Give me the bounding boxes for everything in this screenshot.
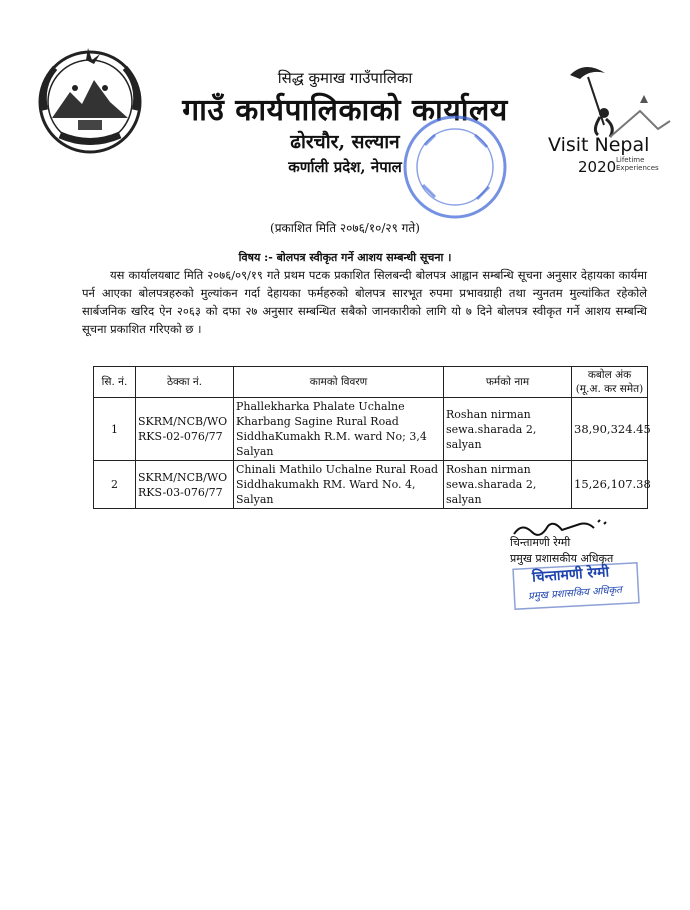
cell-firm: Roshan nirman sewa.sharada 2, salyan — [444, 398, 572, 461]
office-name: गाउँ कार्यपालिकाको कार्यालय — [182, 93, 508, 128]
published-date: (प्रकाशित मिति २०७६/१०/२९ गते) — [270, 221, 420, 235]
signatory-title: प्रमुख प्रशासकीय अधिकृत — [510, 552, 614, 565]
office-seal-stamp-icon — [395, 105, 515, 230]
signatory-name: चिन्तामणी रेग्मी — [510, 536, 571, 549]
header-work: कामको विवरण — [234, 367, 444, 398]
notice-body: यस कार्यालयबाट मिति २०७६/०९/१९ गते प्रथम पटक प्रकाशित सिलबन्दी बोलपत्र आह्वान सम्बन्धि सूचना अनुसार देहायका कार्यमा पर्न आएका बोलपत्रहरुको मुल्यांकन गर्दा देहायका फर्महरुको बोलपत्र सारभूत रुपमा प्रभावग्राही तथा न्युनतम मुल्यांकित रहेकोले सार्बजनिक खरिद ऐन २०६३ को दफा २७ अनुसार सम्बन्धित सबैको जानकारीको लागि यो ७ दिने बोलपत्र स्वीकृत गर्ने आशय सम्बन्धि सूचना प्रकाशित गरिएको छ । — [82, 268, 647, 336]
province-name: कर्णाली प्रदेश, नेपाल — [288, 158, 402, 176]
tender-table — [93, 366, 651, 509]
header-firm: फर्मको नाम — [444, 367, 572, 398]
visit-nepal-tagline: Lifetime Experiences — [616, 156, 659, 172]
table-row — [94, 398, 648, 461]
cell-sn: 1 — [94, 398, 136, 461]
header-sn: सि. नं. — [94, 367, 136, 398]
cell-work: Phallekharka Phalate Uchalne Kharbang Sagine Rural Road SiddhaKumakh R.M. ward No; 3,4 Salyan — [234, 398, 444, 461]
header-amount: कबोल अंक (मू.अ. कर समेत) — [572, 367, 648, 398]
cell-contract: SKRM/NCB/WORKS-02-076/77 — [136, 398, 234, 461]
cell-sn: 2 — [94, 461, 136, 509]
table-header-row — [94, 367, 648, 398]
office-address: ढोरचौर, सल्यान — [290, 131, 400, 153]
cell-work: Chinali Mathilo Uchalne Rural Road Siddhakumakh RM. Ward No. 4, Salyan — [234, 461, 444, 509]
stamp-name: चिन्तामणी रेग्मी — [531, 564, 610, 586]
visit-nepal-year: 2020 — [578, 158, 617, 176]
cell-amount: 15,26,107.38 — [572, 461, 648, 509]
visit-nepal-text: Visit Nepal — [548, 134, 650, 156]
cell-firm: Roshan nirman sewa.sharada 2, salyan — [444, 461, 572, 509]
stamp-title: प्रमुख प्रशासकिय अधिकृत — [527, 584, 623, 603]
cell-amount: 38,90,324.45 — [572, 398, 648, 461]
header-contract: ठेक्का नं. — [136, 367, 234, 398]
municipality-name: सिद्ध कुमाख गाउँपालिका — [277, 69, 413, 87]
cell-contract: SKRM/NCB/WORKS-03-076/77 — [136, 461, 234, 509]
table-row — [94, 461, 648, 509]
notice-subject: विषय :- बोलपत्र स्वीकृत गर्ने आशय सम्बन्धी सूचना । — [238, 251, 452, 264]
